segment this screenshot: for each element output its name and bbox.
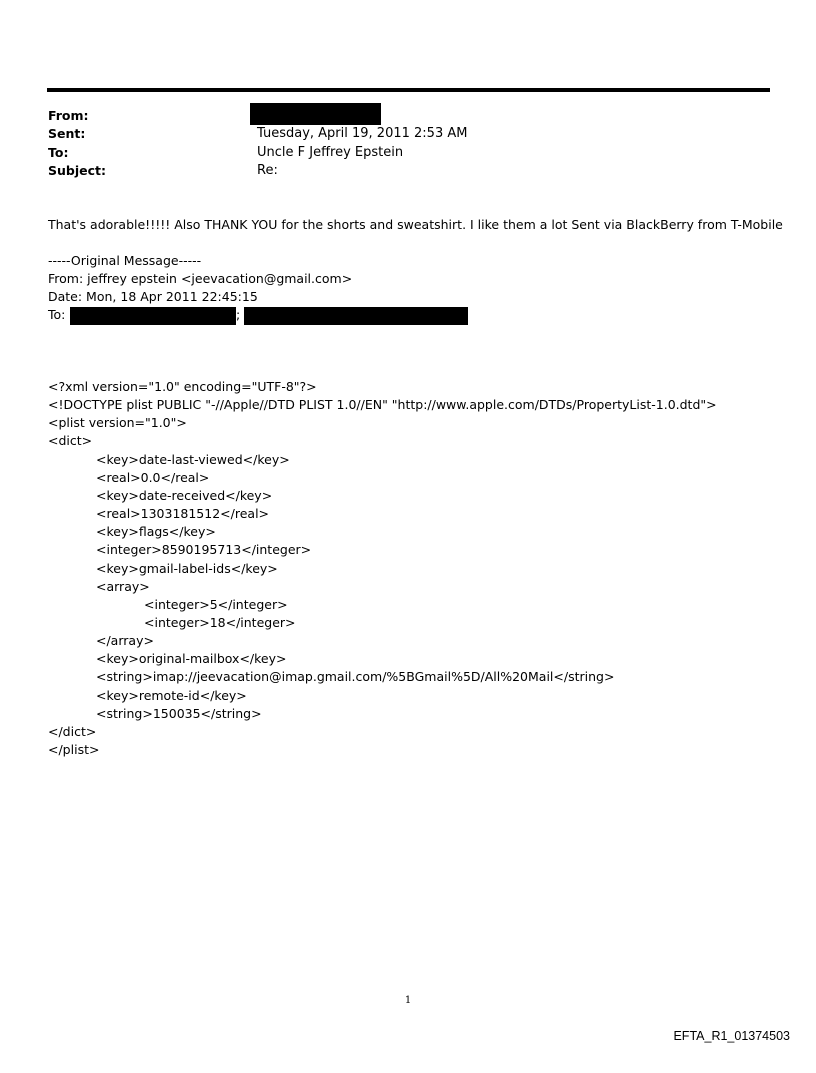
xml-line: <integer>5</integer> bbox=[144, 596, 288, 612]
subject-value: Re: bbox=[257, 163, 278, 178]
subject-label: Subject: bbox=[48, 163, 106, 178]
xml-line: <key>gmail-label-ids</key> bbox=[96, 560, 278, 576]
sent-value: Tuesday, April 19, 2011 2:53 AM bbox=[257, 126, 468, 141]
xml-line: </plist> bbox=[48, 742, 100, 757]
xml-line: <integer>18</integer> bbox=[144, 615, 296, 630]
original-from: From: jeffrey epstein <jeevacation@gmail.com> bbox=[48, 271, 353, 286]
xml-line: <?xml version="1.0" encoding="UTF-8"?> bbox=[48, 379, 317, 394]
original-to-redaction-2 bbox=[244, 307, 468, 325]
xml-line: <array> bbox=[96, 578, 150, 594]
xml-line: <string>150035</string> bbox=[96, 705, 262, 721]
xml-line: </dict> bbox=[48, 723, 97, 739]
xml-line: </array> bbox=[96, 633, 154, 649]
to-value: Uncle F Jeffrey Epstein bbox=[257, 145, 404, 160]
to-label: To: bbox=[48, 145, 69, 160]
page-number: 1 bbox=[404, 995, 412, 1006]
original-date: Date: Mon, 18 Apr 2011 22:45:15 bbox=[48, 289, 258, 304]
from-label: From: bbox=[48, 108, 89, 123]
xml-line: <key>date-last-viewed</key> bbox=[96, 451, 290, 467]
original-to-redaction-1 bbox=[70, 307, 236, 325]
original-to-label: To: bbox=[48, 307, 66, 322]
xml-line: <!DOCTYPE plist PUBLIC "-//Apple//DTD PLIST 1.0//EN" "http://www.apple.com/DTDs/PropertyList-1.0.dtd"> bbox=[48, 397, 717, 413]
xml-line: <key>flags</key> bbox=[96, 524, 216, 540]
xml-line: <key>remote-id</key> bbox=[96, 687, 247, 703]
message-text: That's adorable!!!!! Also THANK YOU for the shorts and sweatshirt. I like them a lot Sent via BlackBerry from T-Mobile bbox=[48, 217, 783, 232]
xml-line: <real>1303181512</real> bbox=[96, 506, 270, 521]
xml-line: <key>date-received</key> bbox=[96, 487, 273, 503]
xml-line: <integer>8590195713</integer> bbox=[96, 542, 312, 558]
header-divider bbox=[47, 88, 770, 92]
bates-number: EFTA_R1_01374503 bbox=[673, 1029, 790, 1043]
original-message-marker: -----Original Message----- bbox=[48, 253, 202, 268]
original-to-separator: ; bbox=[236, 307, 241, 322]
sent-label: Sent: bbox=[48, 126, 86, 141]
xml-line: <real>0.0</real> bbox=[96, 469, 210, 485]
from-redaction bbox=[250, 103, 381, 125]
xml-line: <key>original-mailbox</key> bbox=[96, 651, 287, 667]
xml-line: <string>imap://jeevacation@imap.gmail.com/%5BGmail%5D/All%20Mail</string> bbox=[96, 669, 615, 685]
xml-line: <plist version="1.0"> bbox=[48, 415, 187, 431]
xml-line: <dict> bbox=[48, 433, 93, 449]
